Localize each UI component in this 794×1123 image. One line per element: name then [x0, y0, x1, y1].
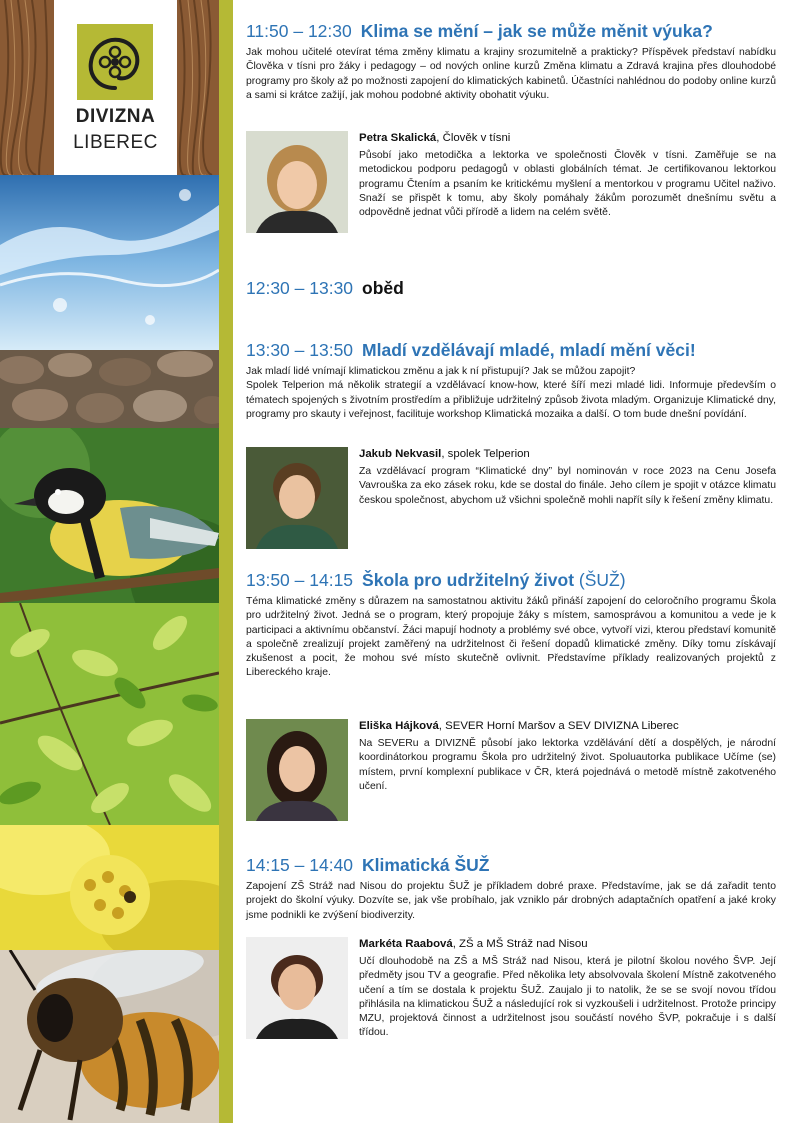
speaker-photo — [246, 937, 348, 1039]
logo-title: DIVIZNA — [75, 106, 156, 127]
section-heading — [246, 340, 776, 361]
water-splash-image — [0, 175, 219, 350]
speaker-name: Petra Skalická, Člověk v tísni — [359, 132, 511, 144]
speaker-photo — [246, 131, 348, 233]
speaker-bio: Na SEVERu a DIVIZNĚ působí jako lektorka vzdělávání dětí a dospělých, je národní koordinátorkou programu Škola pro udržitelný život. Spoluautorka publikace Učíme (se) místem, první komplexní publikace v ČR, která pojednává o metodě místně zakotveného učení. — [359, 738, 776, 792]
speaker-bio: Působí jako metodička a lektorka ve společnosti Člověk v tísni. Zaměřuje se na metodickou podporu pedagogů v oblasti globálních témat. Je certifikovanou lektorkou programu Čtením a psaním ke kritickému myšlení a mentorkou v programu Učitel naživo. Snaží se přispět k tomu, aby školy pomáhaly žákům porozumět dnešnímu světu a odpovědně jednat vůči přírodě a lidem na celém světě. — [359, 150, 776, 219]
section-title: Klimatická ŠUŽ — [362, 855, 490, 875]
speaker-name: Eliška Hájková, SEVER Horní Maršov a SEV DIVIZNA Liberec — [359, 720, 679, 732]
section-title-abbr: (ŠUŽ) — [574, 570, 626, 590]
yellow-flower-image — [0, 825, 219, 950]
section-description: Jak mohou učitelé otevírat téma změny klimatu a krajiny srozumitelně a prakticky? Příspěvek představí nabídku Člověka v tísni pro žáky i pedagogy – od nových online kurzů Změna klimatu a Zdravá krajina přes dlouhodobé programy pro školy až po možnosti zapojení do klimatických kabinetů. Účastníci nahlédnou do podoby online kurzů a sami si krátce zažijí, jak mohou podobné aktivity obohatit výuku. — [246, 47, 776, 101]
photo-sidebar — [0, 0, 219, 1123]
speaker-bio: Za vzdělávací program “Klimatické dny” byl nominován v roce 2023 na Cenu Josefa Vavrouška za eko zásek roku, kde se dostal do finále. Jeho cílem je spojit v otázce klimatu českou společnost, abychom už všichni společně mohli napřít síly k řešení změny klimatu. — [359, 466, 776, 506]
section-title: Klima se mění – jak se může měnit výuka? — [360, 21, 713, 41]
program-section — [246, 570, 776, 681]
section-title: Mladí vzdělávají mladé, mladí mění věci! — [362, 340, 696, 360]
great-tit-bird-image — [0, 428, 219, 603]
program-section — [246, 21, 776, 103]
program-section — [246, 340, 776, 422]
stones-image — [0, 350, 219, 428]
accent-strip — [219, 0, 233, 1123]
section-heading — [246, 570, 776, 591]
section-time: 13:50 – 14:15 — [246, 570, 354, 590]
speaker-name: Markéta Raabová, ZŠ a MŠ Stráž nad Nisou — [359, 938, 588, 950]
section-description: Téma klimatické změny s důrazem na samostatnou aktivitu žáků přináší zapojení do celoročního programu Škola pro udržitelný život. Jedná se o program, který propojuje žáky s místem, samosprávou a komunitou a vede je k participaci a aktivnímu občanství. Žáci mapují hodnoty a problémy své obce, vytvoří vizi, kterou představí komunitě a společně zrealizují projekt zaměřený na udržitelnost či řešení dopadů klimatické změny. Díky tomu získávají zkušenost a pocit, že mohou své místo skutečně ovlivnit. Představíme příklady realizovaných projektů z Libereckého kraje. — [246, 596, 776, 679]
section-description: Spolek Telperion má několik strategií a vzdělávací know-how, které šíří mezi mladé lidi. Informuje především o tématech spojených s životním prostředím a přibližuje udržitelný způsob života mladým. Organizuje Klimatické dny, programy pro skauty i veřejnost, facilituje workshop Klimatická mozaika a další. O tom bude dnešní povídání. — [246, 380, 776, 420]
green-leaves-image — [0, 603, 219, 825]
section-time: 14:15 – 14:40 — [246, 855, 354, 875]
section-heading — [246, 855, 776, 876]
speaker-bio: Učí dlouhodobě na ZŠ a MŠ Stráž nad Nisou, která je pilotní školou nového ŠVP. Její předměty jsou TV a geografie. Před několika lety absolvovala školení Místně zakotveného učení a tím se dostala k projektu ŠUŽ. Zaujalo ji to natolik, že se se svojí novou třídou přihlásila na klimatickou ŠUŽ a následující rok si vyzkoušeli i udržitelnost. Protože principy MZU, projektová činnost a udržitelnost jsou součástí nového ŠVP, pokračuje i s další třídou. — [359, 956, 776, 1039]
section-time: 11:50 – 12:30 — [246, 21, 352, 41]
section-title: Škola pro udržitelný život — [362, 570, 575, 590]
lunch-section — [246, 278, 776, 299]
section-time: 13:30 – 13:50 — [246, 340, 354, 360]
speaker-photo — [246, 447, 348, 549]
speaker-name: Jakub Nekvasil, spolek Telperion — [359, 448, 530, 460]
logo-subtitle: LIBEREC — [73, 132, 158, 153]
program-section — [246, 855, 776, 923]
section-description: Zapojení ZŠ Stráž nad Nisou do projektu ŠUŽ je příkladem dobré praxe. Představíme, jak se dá zařadit tento projekt do školní výuky. Dozvíte se, jak vše probíhalo, jak vzniklo pár drobných adaptačních opatření a jaké kroky jsme podnikli ke zvýšení biodiverzity. — [246, 881, 776, 921]
spiral-flower-icon — [77, 24, 153, 100]
honey-bee-image — [0, 950, 219, 1123]
section-question: Jak mladí lidé vnímají klimatickou změnu a jak k ní přistupují? Jak se můžou zapojit? — [246, 366, 636, 377]
section-time: 12:30 – 13:30 — [246, 278, 354, 298]
speaker-photo — [246, 719, 348, 821]
section-heading — [246, 278, 776, 299]
section-title: oběd — [362, 278, 404, 298]
section-heading — [246, 21, 776, 42]
divizna-logo — [54, 0, 177, 175]
